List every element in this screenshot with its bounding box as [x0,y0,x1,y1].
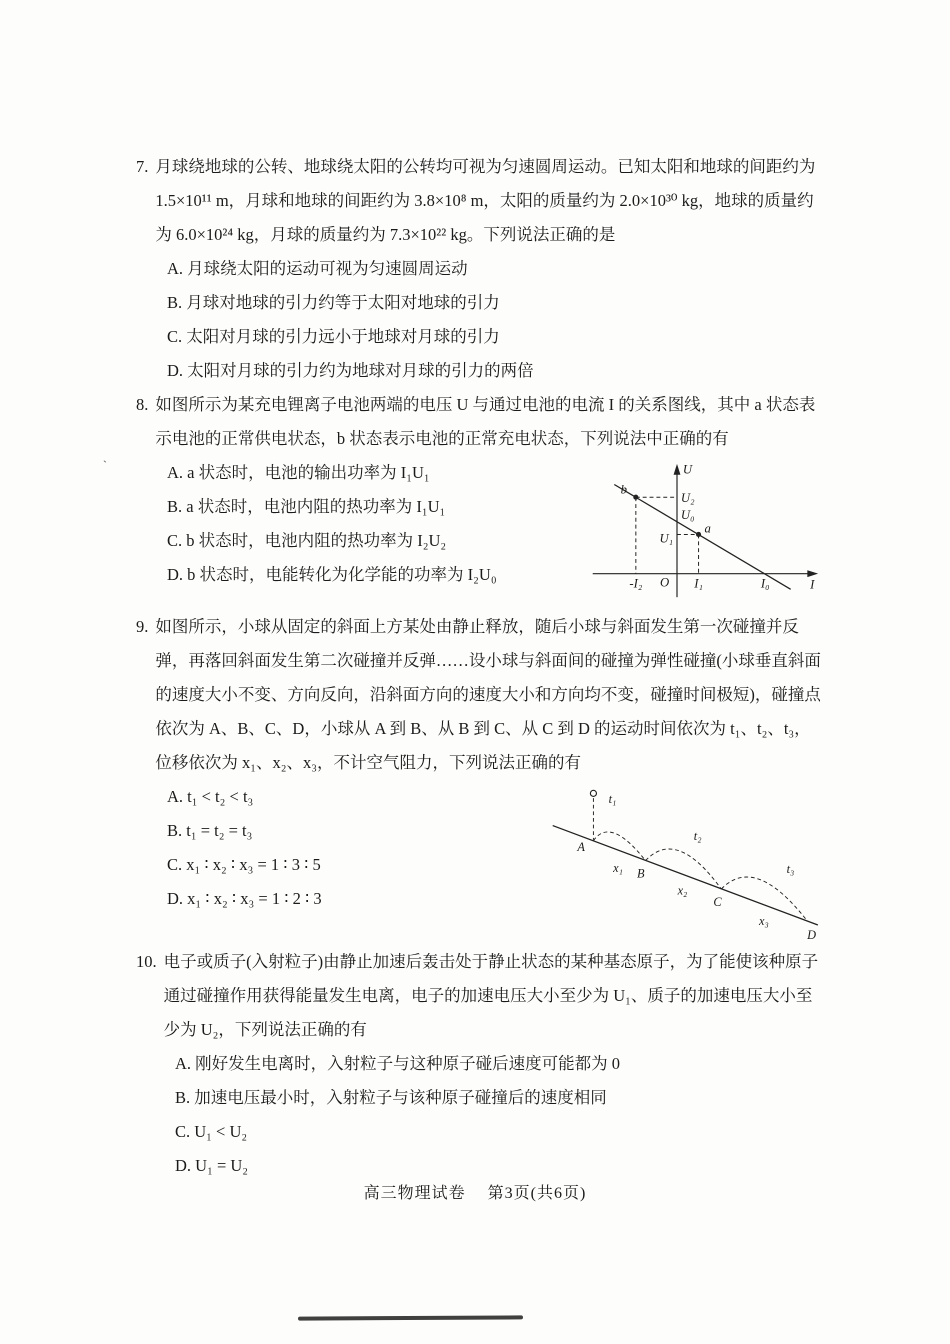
q10-option-b: B. 加速电压最小时，入射粒子与该种原子碰撞后的速度相同 [175,1088,607,1107]
point-D-label: D [807,928,816,943]
bounce-arc-1 [593,832,645,861]
q8-stem [136,388,824,456]
q8-body [167,456,824,610]
neg-i2-label: -I₂ [629,576,643,591]
q10-number: 10. [136,952,157,971]
u1-label: U₁ [659,531,674,546]
i-axis-label: I [810,577,815,592]
q7-option-c: C. 太阳对月球的引力远小于地球对月球的引力 [167,327,500,346]
q8-option-a: A. a 状态时，电池的输出功率为 I₁U₁ [167,463,430,482]
q8-option-b: B. a 状态时，电池内阻的热功率为 I₁U₁ [167,497,446,516]
q7-stem-text: 月球绕地球的公转、地球绕太阳的公转均可视为匀速圆周运动。已知太阳和地球的间距约为 1.5×10¹¹ m，月球和地球的间距约为 3.8×10⁸ m，太阳的质量约为 2.0×10³⁰ kg，地球的质量约为 6.0×10²⁴ kg，月球的质量约为 7.3×10²² kg。下列说法正确的是 [155,157,816,244]
t1-label: t₁ [608,791,617,806]
i-axis-arrow [807,570,818,577]
q9-incline-figure [539,782,824,943]
release-ball [590,790,596,796]
q10-option-c: C. U₁ < U₂ [175,1122,248,1141]
question-7 [136,150,824,388]
q9-option-b: B. t₁ = t₂ = t₃ [167,821,253,840]
point-A-label: A [577,840,585,855]
point-b-label: b [620,482,628,497]
q9-stem-text: 如图所示，小球从固定的斜面上方某处由静止释放，随后小球与斜面发生第一次碰撞并反弹，再落回斜面发生第二次碰撞并反弹……设小球与斜面间的碰撞为弹性碰撞(小球垂直斜面的速度大小不变、方向反向，沿斜面方向的速度大小和方向均不变，碰撞时间极短)，碰撞点依次为 A、B、C、D，小球从 A 到 B、从 B 到 C、从 C 到 D 的运动时间依次为 t₁、t₂、t₃，位移依次为 x₁、x₂、x₃，不计空气阻力，下列说法正确的有 [155,617,821,772]
q8-stem-text: 如图所示为某充电锂离子电池两端的电压 U 与通过电池的电流 I 的关系图线，其中 a 状态表示电池的正常供电状态，b 状态表示电池的正常充电状态，下列说法中正确的有 [155,395,816,448]
q10-options [175,1047,824,1183]
q7-option-a: A. 月球绕太阳的运动可视为匀速圆周运动 [167,259,468,278]
point-B-label: B [637,866,645,881]
q7-option-d: D. 太阳对月球的引力约为地球对月球的引力的两倍 [167,361,534,380]
q10-stem-text: 电子或质子(入射粒子)由静止加速后轰击处于静止状态的某种基态原子，为了能使该种原子通过碰撞作用获得能量发生电离，电子的加速电压大小至少为 U₁、质子的加速电压大小至少为 U₂，下列说法正确的有 [163,952,819,1039]
u0-label: U₀ [680,507,695,522]
point-C-label: C [713,895,722,910]
question-8 [136,388,824,610]
scan-speck: ` [103,458,107,472]
q7-options [167,252,824,388]
q9-option-d: D. x₁ ∶ x₂ ∶ x₃ = 1 ∶ 2 ∶ 3 [167,889,322,908]
q9-option-c: C. x₁ ∶ x₂ ∶ x₃ = 1 ∶ 3 ∶ 5 [167,855,321,874]
t2-label: t₂ [693,828,702,843]
u-axis-label: U [682,462,693,477]
q8-number: 8. [136,395,149,414]
q9-number: 9. [136,617,149,636]
q10-option-d: D. U₁ = U₂ [175,1156,249,1175]
q8-ui-graph-figure [579,458,824,608]
q7-stem [136,150,824,252]
q10-stem [136,945,824,1047]
i1-label: I₁ [694,576,703,591]
q8-option-c: C. b 状态时，电池内阻的热功率为 I₂U₂ [167,531,447,550]
u-axis-arrow [674,464,681,475]
q10-option-a: A. 刚好发生电离时，入射粒子与这种原子碰后速度可能都为 0 [175,1054,621,1073]
x3-label: x₃ [759,914,769,929]
point-a-label: a [704,521,711,536]
u2-label: U₂ [680,491,695,506]
question-10 [136,945,824,1183]
ui-graph [579,458,824,608]
incline-diagram [539,782,824,943]
exam-content [136,150,824,1183]
q9-option-a: A. t₁ < t₂ < t₃ [167,787,254,806]
point-b-dot [633,495,638,500]
q7-number: 7. [136,157,149,176]
page-footer: 高三物理试卷 第3页(共6页) [363,1185,587,1202]
q9-stem [136,610,824,780]
x2-label: x₂ [677,883,688,898]
i0-label: I₀ [760,576,770,591]
q9-body [167,780,824,945]
t3-label: t₃ [786,861,795,876]
origin-label: O [659,575,670,590]
q8-option-d: D. b 状态时，电能转化为化学能的功率为 I₂U₀ [167,565,497,584]
point-a-dot [696,532,701,537]
scan-artifact [298,1315,523,1320]
question-9 [136,610,824,945]
incline-line [553,826,818,925]
x1-label: x₁ [613,860,623,875]
q7-option-b: B. 月球对地球的引力约等于太阳对地球的引力 [167,293,500,312]
